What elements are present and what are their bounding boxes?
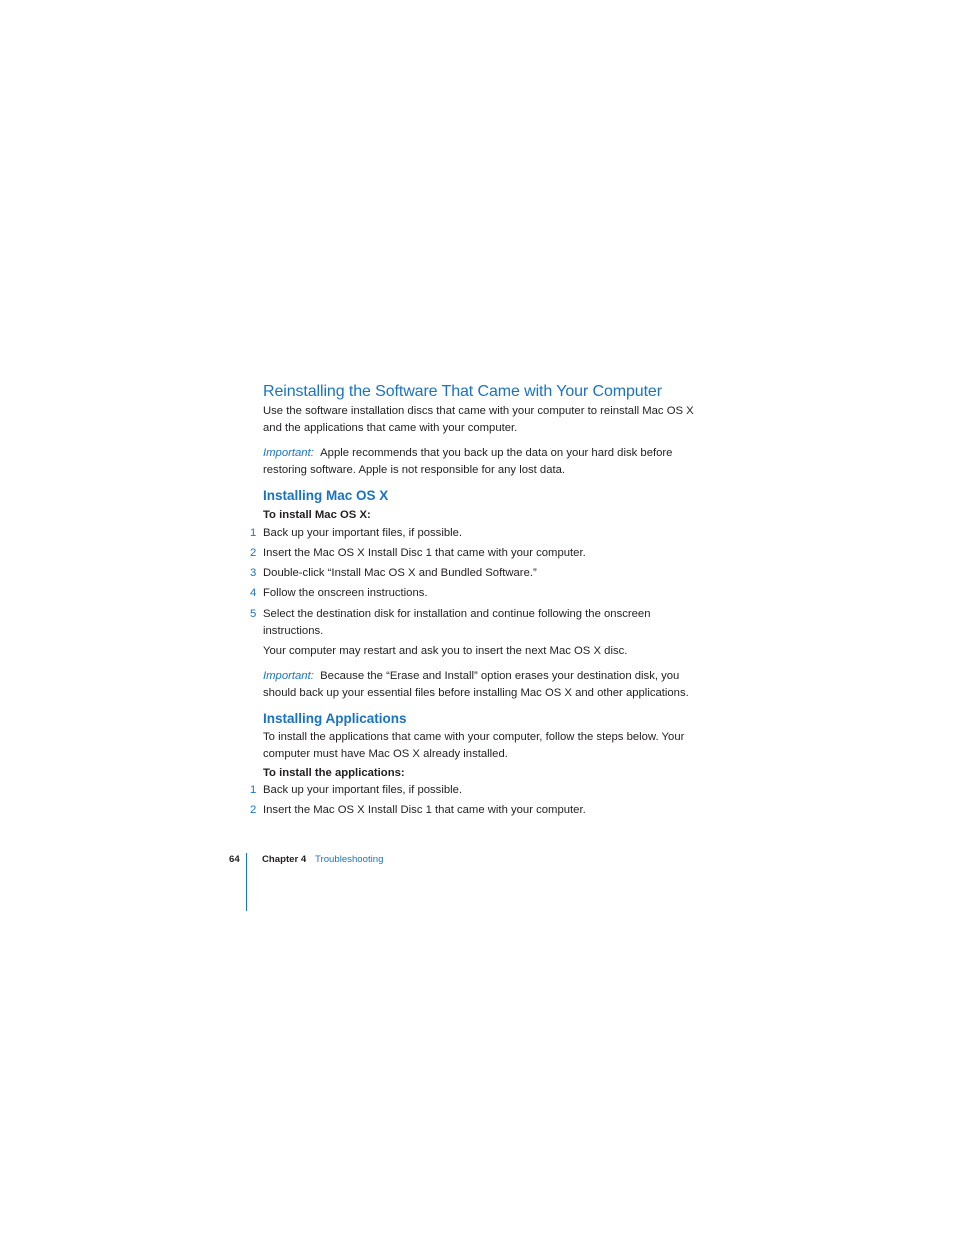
step-text: Follow the onscreen instructions.	[263, 587, 428, 599]
step-number: 4	[250, 587, 257, 599]
step-number: 3	[250, 567, 257, 579]
important-label: Important:	[263, 670, 314, 682]
footer-chapter-title: Troubleshooting	[315, 854, 384, 865]
important-1-text-line-2: restoring software. Apple is not responsible for any lost data.	[263, 464, 566, 476]
step-text-continued: instructions.	[263, 625, 324, 637]
important-note-1	[263, 445, 672, 462]
section-title: Reinstalling the Software That Came with Your Computer	[263, 383, 662, 400]
step-number: 5	[250, 608, 257, 620]
important-1-text-line-1: Apple recommends that you back up the data on your hard disk before	[320, 447, 673, 459]
installing-apps-task: To install the applications:	[263, 767, 405, 779]
installing-macos-heading: Installing Mac OS X	[263, 488, 389, 503]
step-text: Insert the Mac OS X Install Disc 1 that came with your computer.	[263, 547, 586, 559]
restart-note: Your computer may restart and ask you to insert the next Mac OS X disc.	[263, 645, 628, 657]
step-number: 2	[250, 547, 257, 559]
step-text: Back up your important files, if possible.	[263, 527, 463, 539]
page-number: 64	[229, 854, 240, 865]
footer-chapter: Chapter 4	[262, 854, 307, 865]
important-note-2	[263, 668, 679, 685]
step-text: Insert the Mac OS X Install Disc 1 that came with your computer.	[263, 804, 586, 816]
step-text: Back up your important files, if possible.	[263, 784, 463, 796]
important-2-text-line-1: Because the “Erase and Install” option erases your destination disk, you	[320, 670, 680, 682]
apps-intro-line-1: To install the applications that came with your computer, follow the steps below. Your	[263, 731, 685, 743]
important-2-text-line-2: should back up your essential files before installing Mac OS X and other applications.	[263, 687, 689, 699]
apps-intro-line-2: computer must have Mac OS X already installed.	[263, 748, 508, 760]
step-text: Double-click “Install Mac OS X and Bundled Software.”	[263, 567, 537, 579]
installing-macos-task: To install Mac OS X:	[263, 509, 371, 521]
installing-apps-heading: Installing Applications	[263, 711, 407, 726]
intro-line-1: Use the software installation discs that came with your computer to reinstall Mac OS X	[263, 405, 694, 417]
step-number: 2	[250, 804, 257, 816]
important-label: Important:	[263, 447, 314, 459]
intro-line-2: and the applications that came with your computer.	[263, 422, 518, 434]
step-number: 1	[250, 784, 257, 796]
step-number: 1	[250, 527, 257, 539]
footer-rule	[246, 853, 247, 911]
step-text: Select the destination disk for installation and continue following the onscreen	[263, 608, 651, 620]
